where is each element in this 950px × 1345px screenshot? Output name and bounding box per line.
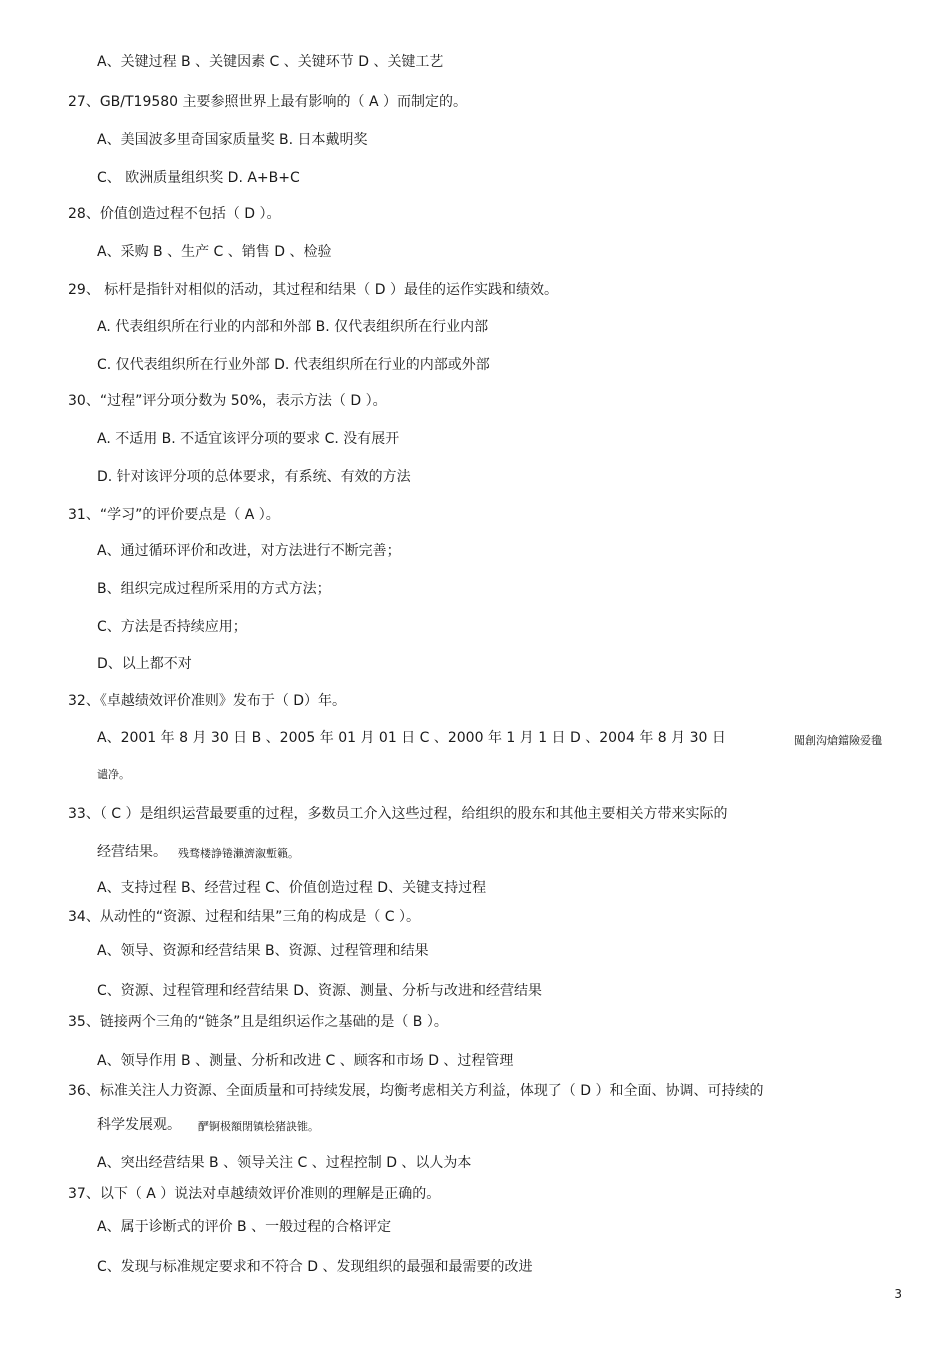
answer-options-line: A、支持过程 B、经营过程 C、价值创造过程 D、关键支持过程 xyxy=(97,880,487,896)
garbled-text: 酽锕极額閉镇桧猪訣锥。 xyxy=(198,1120,319,1133)
question-32: 32、《卓越绩效评价准则》发布于（ D）年。 xyxy=(68,693,347,709)
answer-options-line: A、美国波多里奇国家质量奖 B. 日本戴明奖 xyxy=(97,132,368,148)
answer-options-line: A、领导作用 B 、测量、分析和改进 C 、顾客和市场 D 、过程管理 xyxy=(97,1053,514,1069)
answer-options-line: C、资源、过程管理和经营结果 D、资源、测量、分析与改进和经营结果 xyxy=(97,983,543,999)
answer-options-line: A、突出经营结果 B 、领导关注 C 、过程控制 D 、以人为本 xyxy=(97,1155,472,1171)
answer-options-line: A、属于诊断式的评价 B 、一般过程的合格评定 xyxy=(97,1219,392,1235)
answer-options-line: C、发现与标准规定要求和不符合 D 、发现组织的最强和最需要的改进 xyxy=(97,1259,533,1275)
answer-options-line: C. 仅代表组织所在行业外部 D. 代表组织所在行业的内部或外部 xyxy=(97,357,490,373)
question-35: 35、链接两个三角的“链条”且是组织运作之基础的是（ B ）。 xyxy=(68,1014,448,1030)
answer-option: A、通过循环评价和改进，对方法进行不断完善； xyxy=(97,543,401,559)
answer-options-line: D. 针对该评分项的总体要求，有系统、有效的方法 xyxy=(97,469,411,485)
question-30: 30、“过程”评分项分数为 50%，表示方法（ D ）。 xyxy=(68,393,387,409)
question-34: 34、从动性的“资源、过程和结果”三角的构成是（ C ）。 xyxy=(68,909,420,925)
question-33-continuation: 经营结果。 xyxy=(97,844,167,860)
answer-options-line: C、 欧洲质量组织奖 D. A+B+C xyxy=(97,170,300,186)
question-36-continuation: 科学发展观。 xyxy=(97,1117,181,1133)
garbled-text: 谴净。 xyxy=(97,768,130,781)
answer-options-line: A. 不适用 B. 不适宜该评分项的要求 C. 没有展开 xyxy=(97,431,400,447)
answer-options-line: A、领导、资源和经营结果 B、资源、过程管理和结果 xyxy=(97,943,429,959)
question-37: 37、以下（ A ）说法对卓越绩效评价准则的理解是正确的。 xyxy=(68,1186,441,1202)
answer-option: D、以上都不对 xyxy=(97,656,192,672)
answer-option: B、组织完成过程所采用的方式方法； xyxy=(97,581,331,597)
question-36: 36、标准关注人力资源、全面质量和可持续发展，均衡考虑相关方利益，体现了（ D ）和全面、协调、可持续的 xyxy=(68,1083,764,1099)
page-number: 3 xyxy=(894,1287,902,1301)
answer-options-line: A、采购 B 、生产 C 、销售 D 、检验 xyxy=(97,244,332,260)
question-28: 28、价值创造过程不包括（ D ）。 xyxy=(68,206,281,222)
garbled-text: 闖創沟熗鐺險爱氇 xyxy=(794,734,882,747)
question-29: 29、 标杆是指针对相似的活动，其过程和结果（ D ）最佳的运作实践和绩效。 xyxy=(68,282,558,298)
answer-option: C、方法是否持续应用； xyxy=(97,619,247,635)
question-33: 33、（ C ）是组织运营最要重的过程，多数员工介入这些过程，给组织的股东和其他主要相关方带来实际的 xyxy=(68,806,728,822)
answer-options-line: A. 代表组织所在行业的内部和外部 B. 仅代表组织所在行业内部 xyxy=(97,319,489,335)
answer-options-line: A、2001 年 8 月 30 日 B 、2005 年 01 月 01 日 C 、2000 年 1 月 1 日 D 、2004 年 8 月 30 日 xyxy=(97,730,726,746)
garbled-text: 残骛楼諍锩瀨濟溆塹籟。 xyxy=(178,847,299,860)
answer-options-line: A、关键过程 B 、关键因素 C 、关键环节 D 、关键工艺 xyxy=(97,54,444,70)
question-27: 27、GB/T19580 主要参照世界上最有影响的（ A ）而制定的。 xyxy=(68,94,467,110)
question-31: 31、“学习”的评价要点是（ A ）。 xyxy=(68,507,280,523)
